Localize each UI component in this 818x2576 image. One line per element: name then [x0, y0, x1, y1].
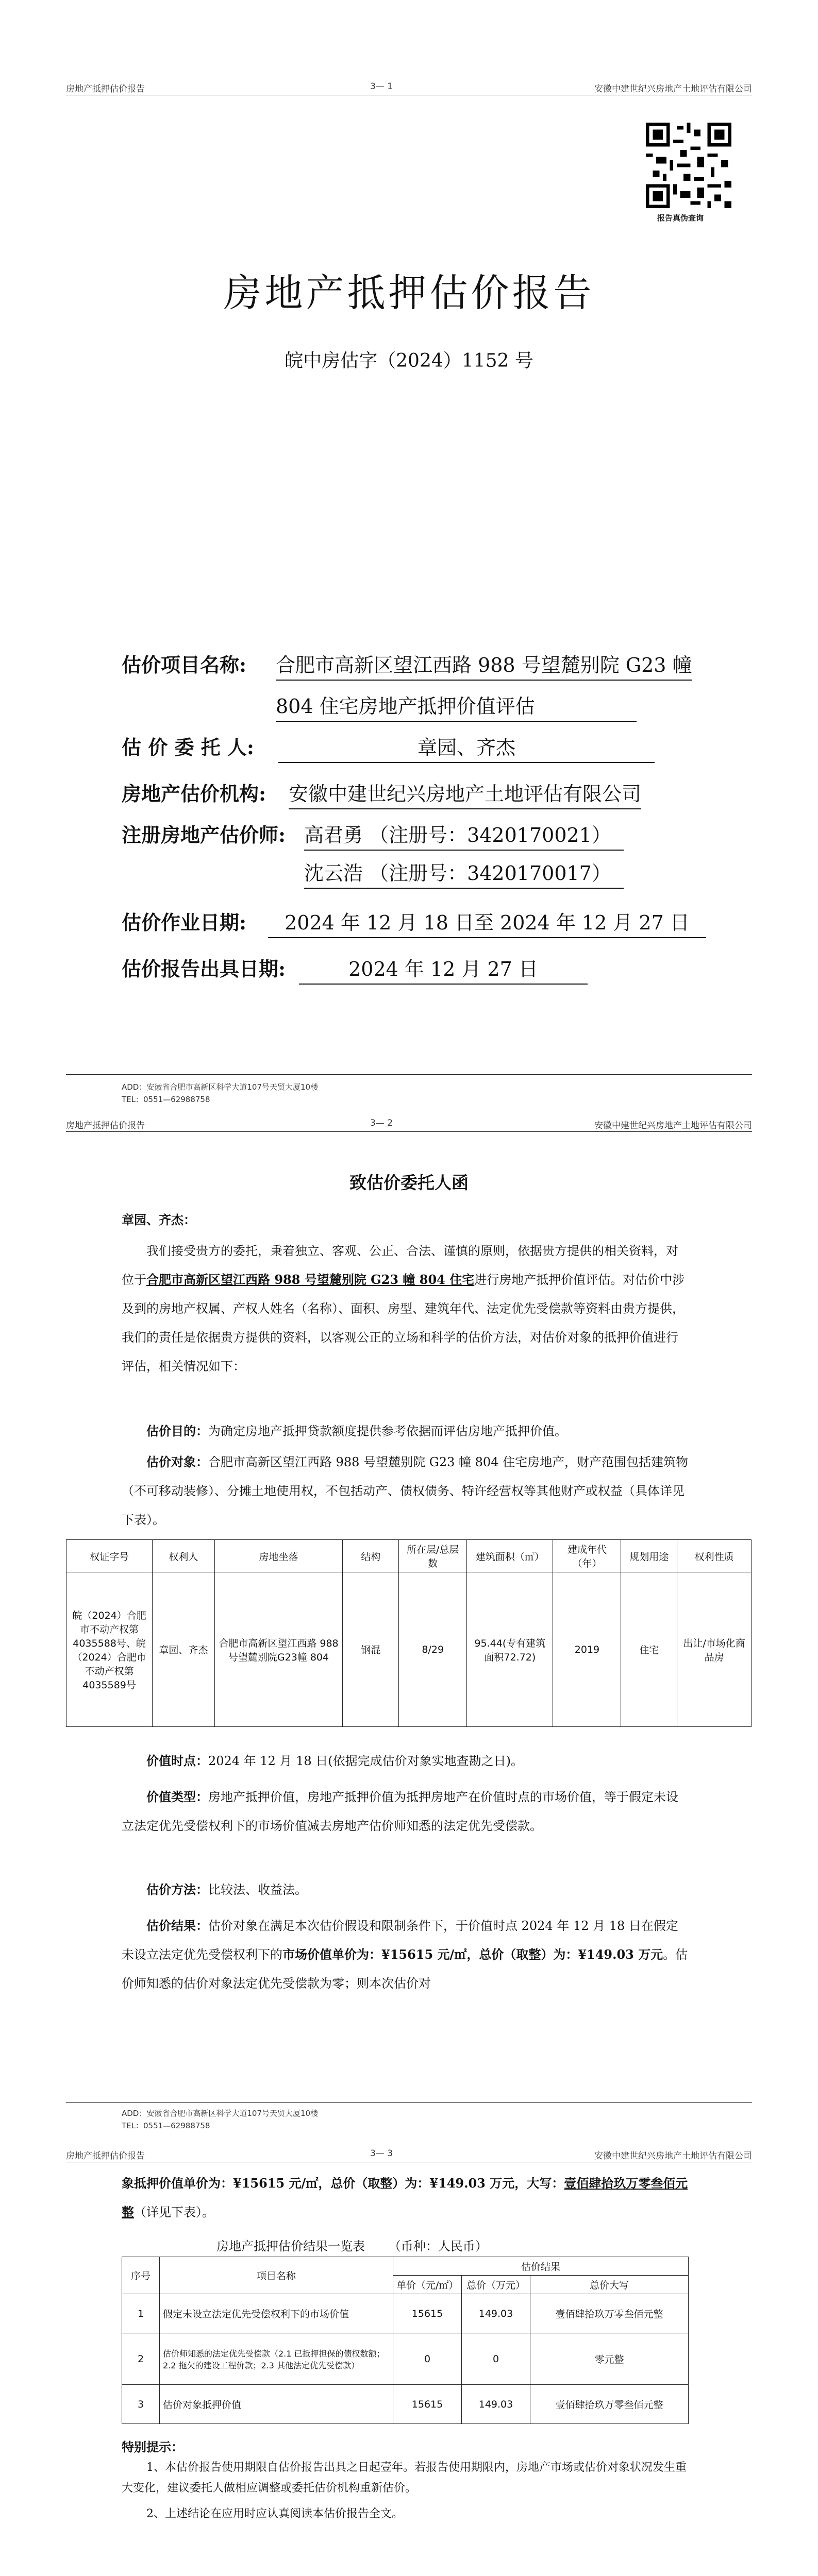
summary-caption: 房地产抵押估价结果一览表 （币种：人民币） [216, 2239, 488, 2253]
cell-location: 合肥市高新区望江西路 988号望麓别院G23幢 804 [214, 1572, 343, 1727]
cell-unit-price: 15615 [393, 2385, 462, 2424]
appraiser-1: 高君勇 （注册号：3420170021） [304, 819, 624, 851]
method: 估价方法：比较法、收益法。 [146, 1882, 307, 1897]
client-label: 估 价 委 托 人: [122, 736, 254, 759]
col-right: 权利性质 [677, 1540, 752, 1572]
footer-address: ADD：安徽省合肥市高新区科学大道107号天贸大厦10楼 [122, 1082, 319, 1092]
letter-intro: 我们接受贵方的委托，秉着独立、客观、公正、合法、谨慎的原则，依据贵方提供的相关资料，对位于合肥市高新区望江西路 988 号望麓别院 G23 幢 804 住宅进行房地产抵押价值评估。对估价中涉及到的房地产权属、产权人姓名（名称）、面积、房型、建筑年代、法定优先受偿款等资料由贵方提供，我们的责任是依据贵方提供的资料，以客观公正的立场和科学的估价方法，对估价对象的抵押价值进行评估，相关情况如下： [122, 1244, 685, 1374]
value-date: 价值时点：2024 年 12 月 18 日(依据完成估价对象实地查勘之日)。 [146, 1753, 524, 1768]
project-value-line2: 804 住宅房地产抵押价值评估 [276, 690, 637, 722]
cover-page [0, 0, 818, 1104]
cell-no: 2 [122, 2333, 160, 2385]
header-rule [66, 1131, 752, 1132]
col-total-words: 总价大写 [530, 2276, 689, 2294]
header-page-number: 3— 1 [370, 81, 393, 92]
cell-total-words: 壹佰肆拾玖万零叁佰元整 [530, 2294, 689, 2333]
footer-tel: TEL：0551—62988758 [122, 2121, 210, 2130]
cell-right: 出让/市场化商品房 [677, 1572, 752, 1727]
col-use: 规划用途 [621, 1540, 677, 1572]
col-year: 建成年代（年） [553, 1540, 621, 1572]
footer-rule [66, 2102, 752, 2103]
cell-structure: 钢混 [343, 1572, 399, 1727]
cell-total: 0 [462, 2333, 530, 2385]
col-floor: 所在层/总层数 [399, 1540, 467, 1572]
header-left: 房地产抵押估价报告 [66, 1121, 145, 1131]
project-label: 估价项目名称: [122, 653, 247, 676]
cell-owner: 章园、齐杰 [153, 1572, 214, 1727]
footer-address: ADD：安徽省合肥市高新区科学大道107号天贸大厦10楼 [122, 2109, 319, 2118]
cell-no: 1 [122, 2294, 160, 2333]
cell-total: 149.03 [462, 2385, 530, 2424]
salutation: 章园、齐杰： [122, 1212, 196, 1227]
footer-rule [66, 1074, 752, 1075]
col-owner: 权利人 [153, 1540, 214, 1572]
table-row [66, 1572, 752, 1727]
header-right: 安徽中建世纪兴房地产土地评估有限公司 [594, 2151, 752, 2161]
col-total: 总价（万元） [462, 2276, 530, 2294]
appraiser-2: 沈云浩 （注册号：3420170017） [304, 857, 624, 889]
report-title: 房地产抵押估价报告 [223, 271, 595, 315]
col-no: 序号 [122, 2257, 160, 2294]
cell-no: 3 [122, 2385, 160, 2424]
footer [122, 1081, 318, 1106]
project-value-line1: 合肥市高新区望江西路 988 号望麓别院 G23 幢 [276, 649, 692, 681]
letter-page-2 [0, 2148, 818, 2576]
cell-use: 住宅 [621, 1572, 677, 1727]
header-left: 房地产抵押估价报告 [66, 84, 145, 94]
letter-page-1 [0, 1113, 818, 2138]
table-row [122, 2385, 689, 2424]
period-label: 估价作业日期: [122, 911, 247, 934]
table-header-row [66, 1540, 752, 1572]
client-value: 章园、齐杰 [278, 732, 655, 763]
table-header-row [122, 2257, 689, 2276]
header-page-number: 3— 2 [370, 1118, 393, 1128]
cell-floor: 8/29 [399, 1572, 467, 1727]
result-continued: 象抵押价值单价为：¥15615 元/㎡，总价（取整）为：¥149.03 万元，大写：壹佰肆拾玖万零叁佰元整（详见下表）。 [122, 2176, 688, 2219]
cell-year: 2019 [553, 1572, 621, 1727]
value-type: 价值类型：房地产抵押价值，房地产抵押价值为抵押房地产在价值时点的市场价值，等于假定未设立法定优先受偿权利下的市场价值减去房地产估价师知悉的法定优先受偿款。 [122, 1789, 678, 1833]
org-label: 房地产估价机构: [122, 782, 266, 805]
cell-total-words: 零元整 [530, 2333, 689, 2385]
col-item: 项目名称 [160, 2257, 393, 2294]
footer [122, 2107, 318, 2132]
issue-value: 2024 年 12 月 27 日 [299, 953, 588, 985]
cell-cert: 皖（2024）合肥市不动产权第4035588号、皖（2024）合肥市不动产权第4035589号 [66, 1572, 153, 1727]
notice-title: 特别提示： [122, 2439, 183, 2454]
notice-1: 1、本估价报告使用期限自估价报告出具之日起壹年。若报告使用期限内，房地产市场或估价对象状况发生重大变化，建议委托人做相应调整或委托估价机构重新估价。 [122, 2461, 687, 2495]
header-left: 房地产抵押估价报告 [66, 2151, 145, 2161]
cell-item: 估价师知悉的法定优先受偿款（2.1 已抵押担保的债权数额；2.2 拖欠的建设工程价款；2.3 其他法定优先受偿款） [160, 2333, 393, 2385]
header-page-number: 3— 3 [370, 2148, 393, 2159]
cell-unit-price: 0 [393, 2333, 462, 2385]
summary-table [122, 2257, 689, 2424]
cell-total-words: 壹佰肆拾玖万零叁佰元整 [530, 2385, 689, 2424]
issue-label: 估价报告出具日期: [122, 957, 286, 980]
table-row [122, 2294, 689, 2333]
cell-total: 149.03 [462, 2294, 530, 2333]
qr-code-icon[interactable] [646, 123, 731, 208]
purpose: 估价目的：为确定房地产抵押贷款额度提供参考依据而评估房地产抵押价值。 [146, 1423, 567, 1438]
org-value: 安徽中建世纪兴房地产土地评估有限公司 [289, 778, 641, 809]
qr-caption: 报告真伪查询 [657, 213, 704, 223]
header-right: 安徽中建世纪兴房地产土地评估有限公司 [594, 84, 752, 94]
col-structure: 结构 [343, 1540, 399, 1572]
col-result: 估价结果 [393, 2257, 689, 2276]
property-table [66, 1539, 752, 1727]
object: 估价对象：合肥市高新区望江西路 988 号望麓别院 G23 幢 804 住宅房地产，财产范围包括建筑物（不可移动装修）、分摊土地使用权，不包括动产、债权债务、特许经营权等其他财产或权益（具体详见下表）。 [122, 1454, 689, 1527]
cell-area: 95.44(专有建筑面积72.72) [467, 1572, 553, 1727]
header-right: 安徽中建世纪兴房地产土地评估有限公司 [594, 1121, 752, 1131]
report-number: 皖中房估字（2024）1152 号 [285, 350, 533, 371]
cell-unit-price: 15615 [393, 2294, 462, 2333]
cell-item: 估价对象抵押价值 [160, 2385, 393, 2424]
cell-item: 假定未设立法定优先受偿权利下的市场价值 [160, 2294, 393, 2333]
footer-tel: TEL：0551—62988758 [122, 1095, 210, 1104]
result: 估价结果：估价对象在满足本次估价假设和限制条件下，于价值时点 2024 年 12 月 18 日在假定未设立法定优先受偿权利下的市场价值单价为：¥15615 元/㎡，总价（取整）为：¥149.03 万元。估价师知悉的估价对象法定优先受偿款为零；则本次估价对 [122, 1918, 688, 1991]
notice-2: 2、上述结论在应用时应认真阅读本估价报告全文。 [146, 2507, 403, 2520]
letter-title: 致估价委托人函 [349, 1173, 469, 1193]
col-cert: 权证字号 [66, 1540, 153, 1572]
col-area: 建筑面积（㎡） [467, 1540, 553, 1572]
table-row [122, 2333, 689, 2385]
col-location: 房地坐落 [214, 1540, 343, 1572]
col-unit-price: 单价（元/㎡） [393, 2276, 462, 2294]
period-value: 2024 年 12 月 18 日至 2024 年 12 月 27 日 [268, 907, 706, 938]
appraiser-label: 注册房地产估价师: [122, 823, 286, 846]
